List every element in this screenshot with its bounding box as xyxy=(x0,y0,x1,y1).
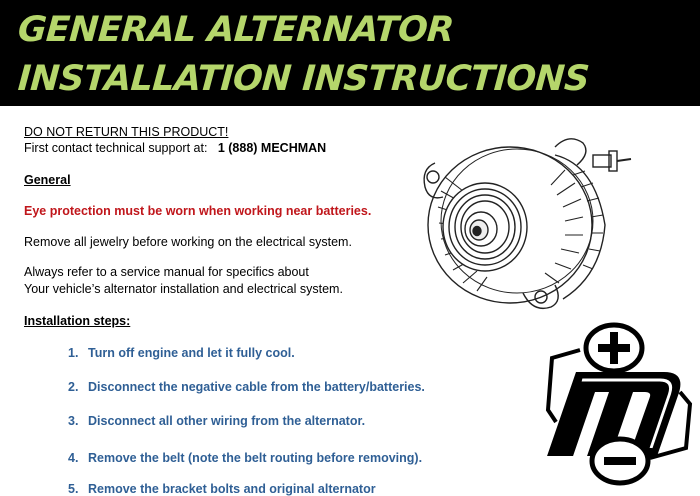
contact-prefix: First contact technical support at: xyxy=(24,141,208,155)
installation-heading: Installation steps: xyxy=(24,314,131,328)
step-text: Disconnect the negative cable from the battery/batteries. xyxy=(88,380,425,394)
step-text: Disconnect all other wiring from the alternator. xyxy=(88,414,366,428)
step-number: 3. xyxy=(68,414,79,428)
step-text: Remove the belt (note the belt routing before removing). xyxy=(88,451,423,465)
step-number: 2. xyxy=(68,380,79,394)
manual-line-1: Always refer to a service manual for specifics about xyxy=(24,265,309,279)
step-text: Turn off engine and let it fully cool. xyxy=(88,346,295,360)
step-text: Remove the bracket bolts and original alternator xyxy=(88,482,376,496)
general-heading: General xyxy=(24,173,71,187)
do-not-return-notice: DO NOT RETURN THIS PRODUCT! xyxy=(24,125,229,139)
step-number: 4. xyxy=(68,451,79,465)
eye-protection-warning: Eye protection must be worn when working near batteries. xyxy=(24,204,372,218)
mechman-logo-icon xyxy=(540,318,700,490)
step-item xyxy=(68,414,365,428)
step-number: 1. xyxy=(68,346,79,360)
title-line-1: GENERAL ALTERNATOR xyxy=(16,10,455,50)
manual-line-2: Your vehicle’s alternator installation and electrical system. xyxy=(24,282,343,296)
step-number: 5. xyxy=(68,482,79,496)
step-item xyxy=(68,482,376,496)
alternator-drawing-icon xyxy=(405,125,645,325)
step-item xyxy=(68,380,425,394)
title-line-2: INSTALLATION INSTRUCTIONS xyxy=(16,59,591,99)
contact-line xyxy=(24,140,326,156)
jewelry-notice: Remove all jewelry before working on the electrical system. xyxy=(24,235,352,249)
step-item xyxy=(68,451,422,465)
support-phone: 1 (888) MECHMAN xyxy=(217,141,327,155)
header-banner xyxy=(0,0,700,106)
step-item xyxy=(68,346,295,360)
